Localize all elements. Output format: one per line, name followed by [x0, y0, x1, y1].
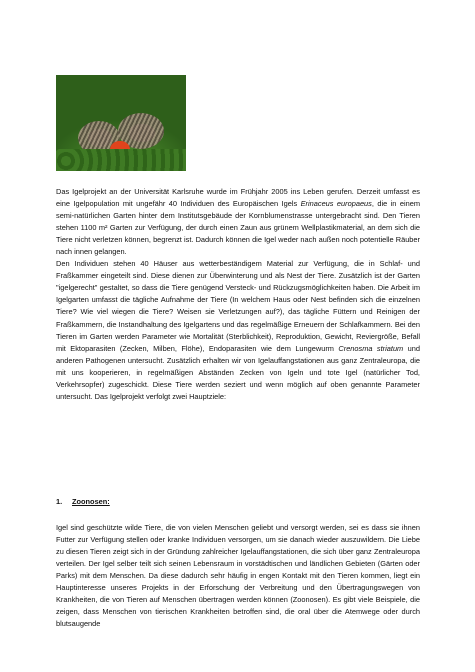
section-title: Zoonosen:	[72, 497, 110, 506]
clover-leaves	[56, 149, 186, 171]
section-text	[56, 522, 420, 630]
intro-text	[56, 186, 420, 403]
hedgehogs-photo	[56, 75, 186, 171]
species-name: Erinaceus europaeus	[300, 199, 372, 209]
parasite-name: Crenosma striatum	[338, 343, 404, 353]
section-paragraph: Igel sind geschützte wilde Tiere, die von vielen Menschen geliebt und versorgt werden, sei es dass sie ihnen Futter zur Verfügung stellen oder kranke Individuen versorgen, um sie danach wieder auszuwildern. Die Liebe zu diesen Tieren zeigt sich in der Gründung zahlreicher Igelauffangstationen, die sich über ganz Zentraleuropa verteilen. Der Igel selber teilt sich seinen Lebensraum in vorstädtischen und ländlichen Gebieten (Gärten oder Parks) mit dem Menschen. Da diese dadurch sehr häufig in engen Kontakt mit den Tieren kommen, liegt ein Hauptinteresse unseres Projekts in der Erforschung der Verbreitung und den Übertragungswegen von Krankheiten, die von Tieren auf Menschen übertragen werden können (Zoonosen). Es gibt viele Beispiele, die zeigen, dass Menschen von tierischen Krankheiten betroffen sind, die oral über die Atemwege oder durch blutsaugende	[56, 523, 420, 629]
section-number: 1.	[56, 497, 63, 506]
intro-paragraph-1: Das Igelprojekt an der Universität Karlsruhe wurde im Frühjahr 2005 ins Leben gerufen. Derzeit umfasst es eine Igelpopulation mit ungefähr 40 Individuen des Europäischen Igels Erinaceus europaeus, die in einem semi-natürlichen Garten hinter dem Institutsgebäude der Kornblumenstrasse untergebracht sind. Den Tieren stehen 1100 m² Garten zur Verfügung, der durch einen Zaun aus grünem Wellplastikmaterial, an dem sich die Tiere nicht verletzen können, begrenzt ist. Dadurch können die Igel weder nach außen noch potentielle Räuber nach innen gelangen.	[56, 187, 420, 257]
section-heading	[56, 497, 110, 506]
intro-paragraph-2: Den Individuen stehen 40 Häuser aus wetterbeständigem Material zur Verfügung, die in Schlaf- und Fraßkammer eingeteilt sind. Diese dienen zur Überwinterung und als Nest der Tiere. Zusätzlich ist der Garten "igelgerecht" gestaltet, so dass die Tiere genügend Versteck- und Rückzugsmöglichkeiten haben. Die Arbeit im Igelgarten umfasst die tägliche Aufnahme der Tiere (In welchem Haus oder Nest befinden sich die einzelnen Tiere? Wie viel wiegen die Tiere? Weisen sie Verletzungen auf?), das tägliche Füttern und Reinigen der Fraßkammern, die Instandhaltung des Igelgartens und das regelmäßige Erneuern der Schlafkammern. Bei den Tieren im Garten werden Parameter wie Mortalität (Sterblichkeit), Reproduktion, Gewicht, Reviergröße, Befall mit Ektoparasiten (Zecken, Milben, Flöhe), Endoparasiten wie dem Lungewurm Crenosma striatum und anderen Pathogenen untersucht. Zusätzlich erhalten wir von Igelauffangstationen aus ganz Zentraleuropa, die mit uns kooperieren, in regelmäßigen Abständen Zecken von Igeln und tote Igel (natürlicher Tod, Verkehrsopfer) zugeschickt. Diese Tiere werden seziert und wenn möglich auf oben genannte Parameter untersucht. Das Igelprojekt verfolgt zwei Hauptziele:	[56, 259, 420, 401]
